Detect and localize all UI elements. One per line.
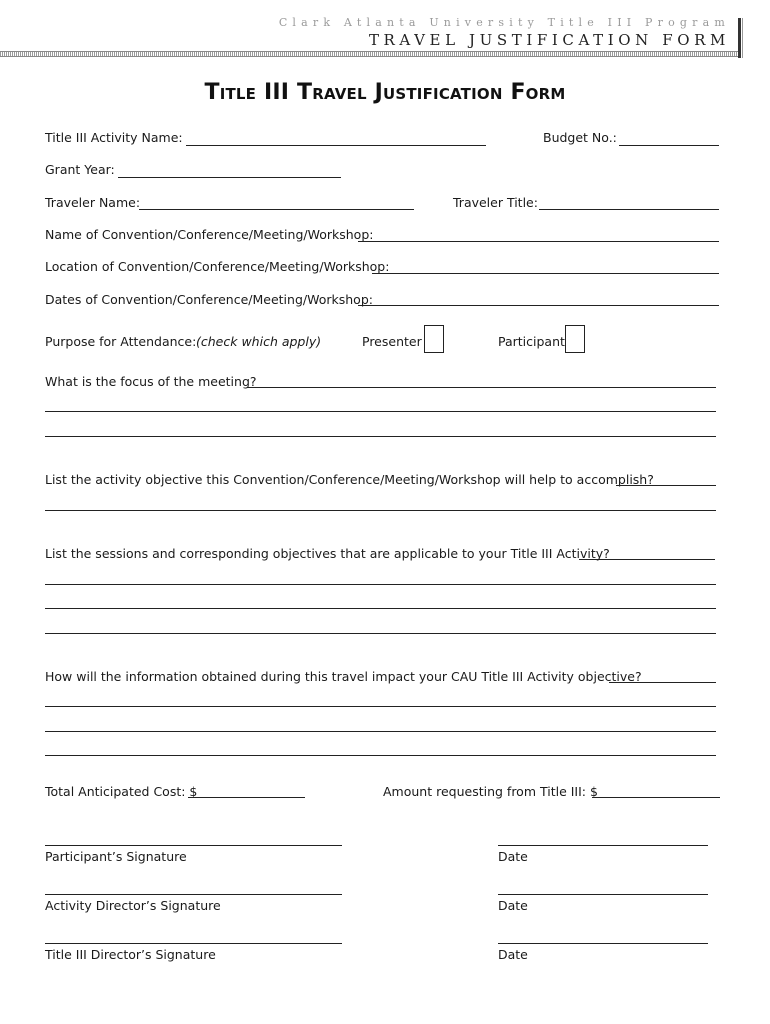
activity-name-field[interactable] [186, 145, 486, 146]
activity-name-label: Title III Activity Name: [45, 130, 183, 145]
objective-line-2[interactable] [45, 510, 716, 511]
event-location-label: Location of Convention/Conference/Meeting/Workshop: [45, 259, 390, 274]
activity-director-date-line[interactable] [498, 894, 708, 895]
impact-line-4[interactable] [45, 755, 716, 756]
impact-question: How will the information obtained during this travel impact your CAU Title III Activity objective? [45, 669, 642, 684]
requesting-amount-field[interactable] [592, 797, 720, 798]
presenter-label: Presenter [362, 334, 422, 349]
sessions-line-2[interactable] [45, 584, 716, 585]
form-name-banner: TRAVEL JUSTIFICATION FORM [368, 31, 730, 49]
sessions-line-3[interactable] [45, 608, 716, 609]
traveler-title-field[interactable] [539, 209, 719, 210]
title3-director-signature-line[interactable] [45, 943, 342, 944]
program-name: Clark Atlanta University Title III Program [278, 16, 730, 29]
presenter-checkbox-base [424, 352, 444, 353]
header-bar [738, 18, 741, 58]
purpose-hint: (check which apply) [196, 334, 322, 349]
purpose-label: Purpose for Attendance: [45, 334, 197, 349]
event-location-field[interactable] [372, 273, 719, 274]
event-dates-label: Dates of Convention/Conference/Meeting/Workshop: [45, 292, 373, 307]
activity-director-signature-label: Activity Director’s Signature [45, 898, 221, 913]
presenter-checkbox[interactable] [424, 325, 444, 352]
focus-field[interactable] [247, 387, 716, 388]
title3-director-date-label: Date [498, 947, 528, 962]
activity-director-date-label: Date [498, 898, 528, 913]
total-cost-field[interactable] [188, 797, 305, 798]
participant-signature-label: Participant’s Signature [45, 849, 187, 864]
traveler-name-label: Traveler Name: [45, 195, 141, 210]
focus-line-2[interactable] [45, 411, 716, 412]
sessions-line-4[interactable] [45, 633, 716, 634]
budget-no-label: Budget No.: [543, 130, 617, 145]
impact-line-3[interactable] [45, 731, 716, 732]
impact-line-2[interactable] [45, 706, 716, 707]
focus-line-3[interactable] [45, 436, 716, 437]
traveler-name-field[interactable] [139, 209, 414, 210]
sessions-field[interactable] [579, 559, 715, 560]
requesting-amount-label: Amount requesting from Title III: $ [383, 784, 598, 799]
traveler-title-label: Traveler Title: [453, 195, 538, 210]
title3-director-date-line[interactable] [498, 943, 708, 944]
event-name-field[interactable] [358, 241, 719, 242]
participant-checkbox[interactable] [565, 325, 585, 352]
title3-director-signature-label: Title III Director’s Signature [45, 947, 216, 962]
focus-question: What is the focus of the meeting? [45, 374, 257, 389]
event-name-label: Name of Convention/Conference/Meeting/Workshop: [45, 227, 374, 242]
page-title: Title III Travel Justification Form [204, 80, 566, 105]
header-rule [0, 51, 740, 57]
participant-signature-line[interactable] [45, 845, 342, 846]
header-bar-thin [742, 18, 743, 58]
participant-label: Participant [498, 334, 565, 349]
impact-field[interactable] [609, 682, 716, 683]
budget-no-field[interactable] [619, 145, 719, 146]
grant-year-field[interactable] [118, 177, 341, 178]
participant-date-label: Date [498, 849, 528, 864]
objective-field[interactable] [616, 485, 716, 486]
activity-director-signature-line[interactable] [45, 894, 342, 895]
participant-checkbox-base [565, 352, 585, 353]
total-cost-label: Total Anticipated Cost: $ [45, 784, 198, 799]
objective-question: List the activity objective this Convention/Conference/Meeting/Workshop will help to accomplish? [45, 472, 654, 487]
participant-date-line[interactable] [498, 845, 708, 846]
grant-year-label: Grant Year: [45, 162, 115, 177]
event-dates-field[interactable] [358, 305, 719, 306]
sessions-question: List the sessions and corresponding objectives that are applicable to your Title III Activity? [45, 546, 610, 561]
